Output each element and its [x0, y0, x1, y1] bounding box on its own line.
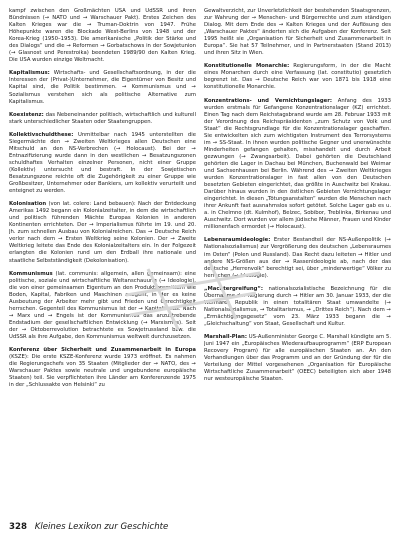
- two-column-text: [9, 8, 391, 520]
- entry-term: Konferenz über Sicherheit und Zusammenarbeit in Europa: [9, 347, 196, 354]
- entry-text: Erster Bestandteil der NS-Außenpolitik (→ Nationalsozialismus) zur Vergrößerung des deutschen „Lebensraumes im Osten“ (Polen und Russland). Das Recht dazu leiteten → Hitler und andere NS-Größen aus der → Rassenideologie ab, nach der das deutsche „Herrenvolk“ berechtigt sei, über „minderwertige“ Völker zu herrschen (→ Ideologie).: [204, 237, 391, 279]
- entry-text: Regierungsform, in der die Macht eines Monarchen durch eine Verfassung (lat. constitutio) gesetzlich begrenzt ist. Das → Deutsche Reich war von 1871 bis 1918 eine konstitutionelle Monarchie.: [204, 63, 391, 91]
- entry-text: (KSZE): Die erste KSZE-Konferenz wurde 1973 eröffnet. Es nahmen die Regierungschefs von 35 Staaten (Mitglieder der → NATO, des → Warschauer Paktes sowie neutrale und ungebundene europäische Staaten) teil. Sie verpflichteten ihre Länder am Konferenzende 1975 in der „Schlussakte von Helsinki“ zu: [9, 354, 196, 389]
- lexicon-entry: [204, 98, 391, 232]
- entry-term: Koexistenz:: [9, 111, 44, 118]
- lexicon-entry: [204, 286, 391, 328]
- entry-text: nationalsozialistische Bezeichnung für die Übernahme der Regierung durch → Hitler am 30. Januar 1933, der die Weimarer Republik in einen totalitären Staat umwandelte (→ Nationalsozialismus, → Totalitarismus, → „Drittes Reich“). Nach dem → „Ermächtigungsgesetz“ vom 23. März 1933 begann die → „Gleichschaltung“ von Staat, Gesellschaft und Kultur.: [204, 285, 391, 327]
- page-footer: [9, 521, 168, 533]
- entry-term: Kolonisation: [9, 201, 47, 208]
- lexicon-entry: [204, 63, 391, 91]
- entry-text: US-Außenminister George C. Marshall kündigte am 5. Juni 1947 ein „Europäisches Wiederaufbauprogramm“ (ERP European Recovery Program) für alle europäischen Staaten an. An den Verhandlungen über das Programm und an der Gründung der für die Verteilung der Mittel vorgesehenen „Organisation für Europäische Wirtschaftliche Zusammenarbeit“ (OEEC) beteiligten sich aber 1948 nur westeuropäische Staaten.: [204, 333, 391, 383]
- entry-term: Marshall-Plan:: [204, 333, 247, 340]
- entry-text: Anfang des 1933 wurden erstmals für Gefangene Konzentrationslager (KZ) errichtet. Einen Tag nach dem Reichstagsbrand wurde am 28. Februar 1933 mit der Verordnung des Reichspräsidenten „zum Schutz von Volk und Staat“ die Rechtsgrundlage für die Konzentrationslager geschaffen. Sie entwickelten sich zum wichtigsten Instrument des Terrorsystems im → SS-Staat. In ihnen wurden politische Gegner und unerwünschte Minderheiten gefangen gehalten, misshandelt und durch Arbeit gezwungen (→ Zwangsarbeit). Dabei gehörten die Deutschland gehörten die Lager in Dachau bei München, Buchenwald bei Weimar und Sachsenhausen bei Berlin. Während des → Zweiten Weltkrieges wurden Konzentrationslager in fast allen von den Deutschen besetzten Gebieten eingerichtet, das größte in Auschwitz bei Krakau. Darüber hinaus wurden in den östlichen Gebieten Vernichtungslager eingerichtet. In diesen „Tötungsanstalten“ wurden die Menschen nach ihrer Ankunft fast ausnahmslos sofort getötet. Solche Lager gab es u. a. in Chelmno (dt. Kulmhof), Belzec, Sobibor, Treblinka, Birkenau und Auschwitz. Dort wurden vor allem jüdische Männer, Frauen und Kinder millionenfach ermordet (→ Holocaust).: [204, 97, 391, 231]
- entry-term: Konstitutionelle Monarchie:: [204, 63, 290, 70]
- entry-term: Lebensraumideologie:: [204, 237, 271, 244]
- entry-text: das Nebeneinander politisch, wirtschaftlich und kulturell stark unterschiedlicher Staaten oder Staatengruppen.: [9, 111, 196, 125]
- lexicon-entry: [204, 237, 391, 279]
- lexicon-entry: [9, 201, 196, 264]
- lexicon-entry: [9, 70, 196, 105]
- entry-text: (lat. communis: allgemein, allen gemeinsam): eine politische, soziale und wirtschaftliche Weltanschauung (→ Ideologie), die von einer gemeinsamen Eigentum an den Produktionsmitteln wie Boden, Kapital, Fabriken und Maschinen ausgeht, in der es keine Ausbeutung der Arbeiter mehr gibt und Frieden und Gerechtigkeit herrschen. Gegenteil des Kommunismus ist der → Kapitalismus. Nach → Marx und → Engels ist der Kommunismus das anzustrebende Endstadium der gesellschaftlichen Entwicklung (→ Marxismus). Seit der → Oktoberrevolution betrachtete es Sowjetrussland bzw. die UdSSR als ihre Aufgabe, den Kommunismus weltweit durchzusetzen.: [9, 270, 196, 340]
- lexicon-entry: [204, 8, 391, 57]
- entry-text: (von lat. colere: Land bebauen): Nach der Entdeckung Amerikas 1492 begann ein Kolonialzeitalter, in dem die wirtschaftlich und politisch führenden Mächte Europas Kolonien in anderen Kontinenten errichteten. Der → Imperialismus führte im 19. und 20. Jh. zum schnellen Ausbau von Kolonialreichen. Das → Deutsche Reich verlor nach dem → Ersten Weltkrieg seine Kolonien. Der → Zweite Weltkrieg leitete das Ende des Kolonialzeitalters ein. In der Folgezeit erlangten die Kolonien rund um den Erdball ihre nationale und staatliche Selbstständigkeit (Dekolonisation).: [9, 201, 196, 264]
- lexicon-entry: [204, 334, 391, 383]
- book-title: Kleines Lexikon zur Geschichte: [34, 522, 169, 532]
- lexicon-page: [9, 8, 391, 520]
- left-column: [9, 8, 196, 520]
- right-column: [204, 8, 391, 520]
- lexicon-entry: [9, 8, 196, 64]
- entry-text: kampf zwischen den Großmächten USA und UdSSR und ihren Bündnissen (→ NATO und → Warschauer Pakt). Erstes Zeichen des Kalten Krieges war die → Truman-Doktrin von 1947. Frühe Höhepunkte waren die Blockade West-Berlins von 1948 und der Korea-Krieg (1950–1953). Die amerikanische „Politik der Stärke und des Dialogs“ und die → Reformen → Gorbatschows in der Sowjetunion (→ Glasnost und Perestroika) beendeten 1989/90 den Kalten Krieg. Die USA wurden einzige Weltmacht.: [9, 8, 196, 64]
- entry-term: Kommunismus: [9, 270, 53, 277]
- entry-term: Konzentrations- und Vernichtungslager:: [204, 97, 332, 104]
- entry-term: „Machtergreifung“:: [204, 285, 264, 292]
- lexicon-entry: [9, 132, 196, 195]
- lexicon-entry: [9, 112, 196, 126]
- entry-term: Kapitalismus:: [9, 70, 50, 77]
- entry-text: Wirtschafts- und Gesellschaftsordnung, in der die Interessen der (Privat-)Unternehmer, die Eigentümer von Besitz und Kapital sind, die Politik bestimmen. → Kommunismus und → Sozialismus verstehen sich als politische Alternative zum Kapitalismus.: [9, 70, 196, 105]
- entry-text: Unmittelbar nach 1945 unterstellten die Siegermächte den → Zweiten Weltkrieges allen Deutschen eine Mitschuld an den NS-Verbrechen (→ Holocaust). Bei der → Entnazifizierung wurde dann in den westlichen → Besatzungszonen schuldhaftes Verhalten einzelner Personen, nicht einer Gruppe (Kollektiv) untersucht und bestraft. In der Sowjetischen Besatzungszone reichte oft die Zugehörigkeit zu einer Gruppe wie Großbesitzer, Unternehmer oder Bankiers, um kollektiv verurteilt und enteignet zu werden.: [9, 131, 196, 195]
- entry-term: Kollektivschuldthese:: [9, 131, 74, 138]
- entry-text: Gewaltverzicht, zur Unverletzlichkeit der bestehenden Staatsgrenzen, zur Wahrung der → Menschen- und Bürgerrechte und zum ständigen Dialog. Mit dem Ende des → Kalten Krieges und der Auflösung des „Warschauer Paktes“ änderten sich die Aufgaben der Konferenz. Seit 1995 heißt sie „Organisation für Sicherheit und Zusammenarbeit in Europa“. Sie hat 57 Teilnehmer, und in Partnerstaaten (Stand 2013) und ihren Sitz in Wien.: [204, 8, 391, 57]
- page-number: 328: [9, 522, 27, 532]
- lexicon-entry: [9, 271, 196, 341]
- lexicon-entry: [9, 347, 196, 389]
